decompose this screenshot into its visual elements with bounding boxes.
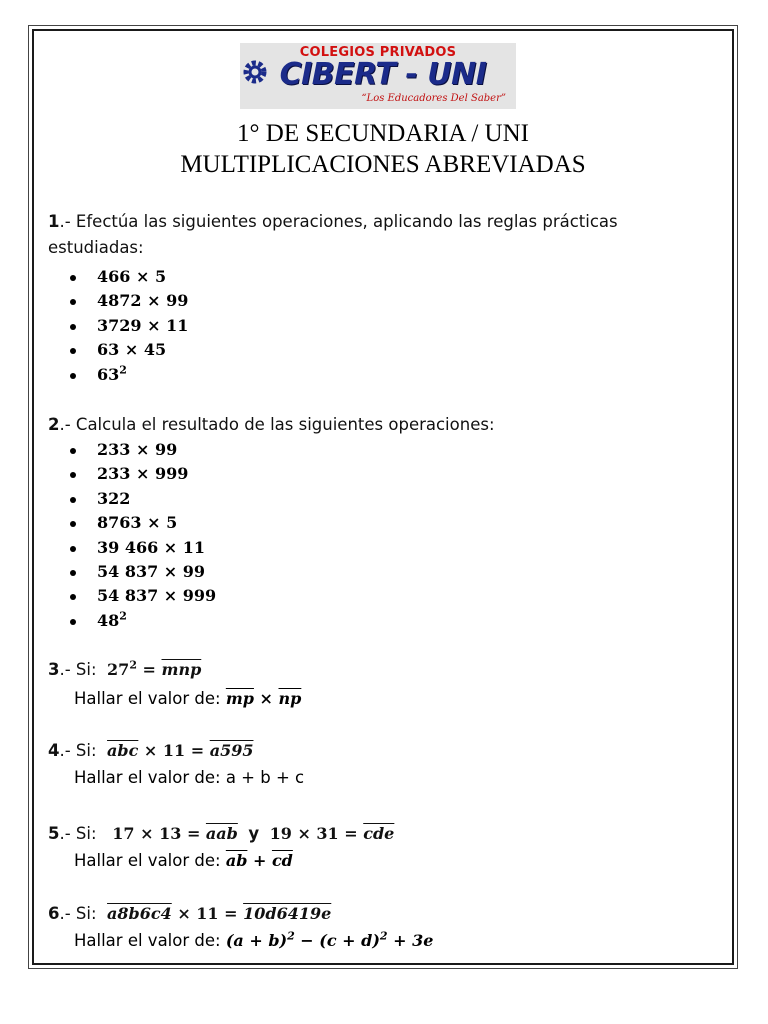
logo-top-text: COLEGIOS PRIVADOS [299, 45, 457, 60]
title-topic: MULTIPLICACIONES ABREVIADAS [180, 151, 586, 178]
hallar-3: Hallar el valor de: $\overline{mp} \times \overline{np}$ [74, 689, 302, 708]
question-number: 5 [48, 824, 60, 843]
school-logo [240, 43, 516, 109]
question-2 [48, 412, 495, 438]
logo-slogan: “Los Educadores Del Saber” [361, 93, 506, 104]
expression: $\overline{ab} + \overline{cd}$ [225, 851, 293, 870]
list-item: $63^2$ [70, 363, 188, 387]
list-item: 466 × 5 [70, 265, 188, 289]
equation-2: $19 \times 31 = \overline{cde}$ [269, 824, 395, 843]
equation: $\overline{abc} \times 11 = a595$ [107, 741, 254, 760]
equation: a8b6c4 × 11 = 10d6419e [107, 904, 332, 923]
list-item: 63 × 45 [70, 338, 188, 362]
question-text: .- Calcula el resultado de las siguientes operaciones: [59, 415, 495, 434]
equation-1: $17 \times 13 = \overline{aab}$ [112, 824, 238, 843]
list-item: 39 466 × 11 [70, 536, 216, 560]
list-item: 233 × 99 [70, 438, 216, 462]
q1-list [70, 265, 188, 387]
worksheet-page [32, 29, 734, 965]
logo-name: CIBERT - UNI [279, 57, 487, 92]
list-item: 54 837 × 99 [70, 560, 216, 584]
list-item: 54 837 × 999 [70, 584, 216, 608]
list-item: 233 × 999 [70, 462, 216, 486]
question-number: 2 [48, 415, 60, 434]
hallar-4: Hallar el valor de: a + b + c [74, 768, 305, 787]
hallar-5: Hallar el valor de: $\overline{ab} + \overline{cd}$ [74, 851, 293, 870]
expression: $\overline{mp} \times \overline{np}$ [225, 689, 302, 708]
title-grade: 1° DE SECUNDARIA / UNI [237, 120, 529, 147]
question-number: 4 [48, 741, 60, 760]
question-5: 5.- Si: $17 \times 13 = \overline{aab}$ y $19 \times 31 = \overline{cde}$ [48, 824, 395, 843]
list-item: 3729 × 11 [70, 314, 188, 338]
hallar-6: Hallar el valor de: $(a + b)^2 - (c + d)^2 + 3e$ [74, 929, 434, 950]
equation: $27^2 = \overline{mnp}$ [107, 658, 202, 679]
question-number: 1 [48, 212, 60, 231]
list-item: 8763 × 5 [70, 511, 216, 535]
question-text-cont: estudiadas: [48, 238, 144, 257]
question-3: 3.- Si: $27^2 = \overline{mnp}$ [48, 658, 202, 679]
q2-list [70, 438, 216, 633]
question-text: .- Efectúa las siguientes operaciones, aplicando las reglas prácticas [59, 212, 618, 231]
question-6: 6.- Si: a8b6c4 × 11 = 10d6419e [48, 904, 332, 923]
list-item: $48^2$ [70, 609, 216, 633]
expression: $(a + b)^2 - (c + d)^2 + 3e$ [225, 929, 434, 950]
question-1 [48, 209, 618, 261]
question-4: 4.- Si: $\overline{abc} \times 11 = a595$ [48, 741, 254, 760]
question-number: 6 [48, 904, 60, 923]
list-item: 322 [70, 487, 216, 511]
question-number: 3 [48, 660, 60, 679]
list-item: 4872 × 99 [70, 289, 188, 313]
